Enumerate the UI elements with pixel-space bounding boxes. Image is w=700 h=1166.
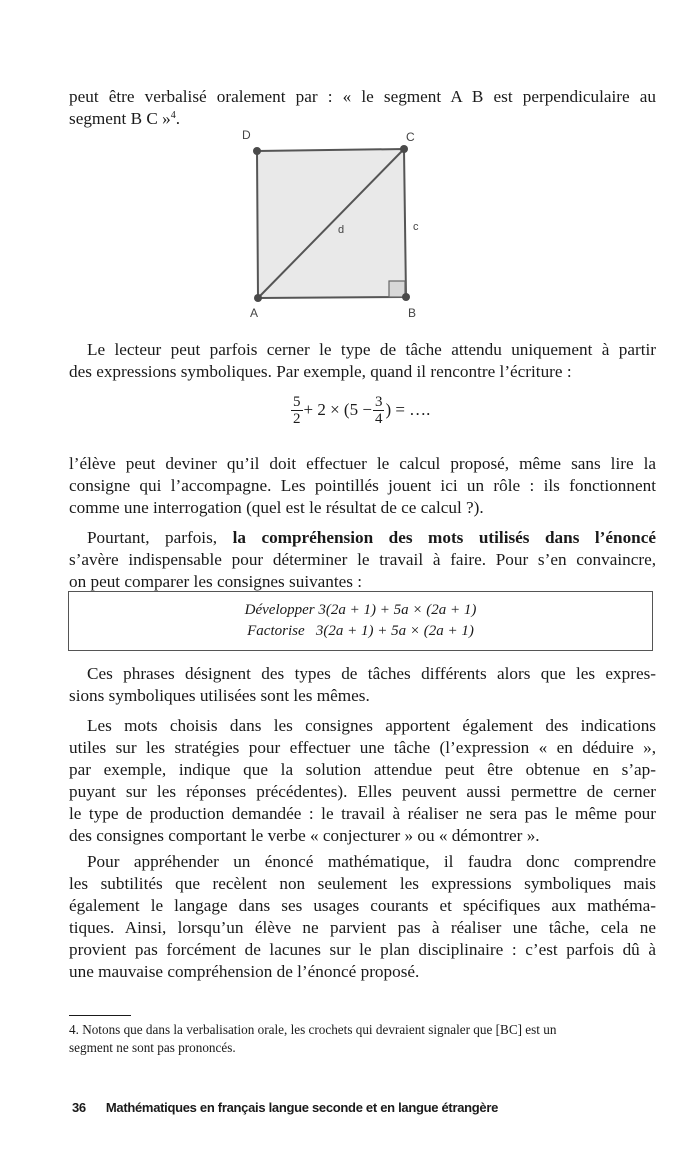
p3-line-3: on peut comparer les consignes suivantes : (69, 572, 363, 591)
diagonal-label: d (338, 224, 345, 236)
p5-line-6: des consignes comportant le verbe « conjecturer » ou « démontrer ». (69, 826, 540, 845)
p6-line-6: une mauvaise compréhension de l’énoncé proposé. (69, 962, 420, 981)
p2-line-2: consigne qui l’accompagne. Les pointillés jouent ici un rôle : ils fonctionnent (69, 476, 656, 495)
square-diagram (230, 120, 430, 320)
p6-line-2: les subtilités que recèlent non seulement les expressions symboliques mais (69, 874, 656, 893)
p6-line-1: Pour appréhender un énoncé mathématique, il faudra donc comprendre (87, 852, 656, 871)
fraction-3-4: $\frac{3}{4}$ (374, 393, 383, 427)
intro-line-2-end: . (175, 109, 180, 128)
vertex-d-label: D (242, 128, 251, 142)
side-label: c (413, 221, 419, 233)
vertex-b-label: B (408, 306, 417, 320)
footnote-line-2: segment ne sont pas prononcés. (69, 1040, 236, 1055)
p3-start: Pourtant, parfois, (87, 528, 233, 547)
page-footer (72, 1100, 498, 1115)
p4-line-2: sions symboliques utilisées sont les mêmes. (69, 686, 370, 705)
intro-line-2-text: segment B C » (69, 109, 171, 128)
p5-line-4: puyant sur les réponses précédentes). Elles peuvent aussi permettre de cerner (69, 782, 656, 801)
p3-line-1 (69, 527, 656, 549)
p5-line-5: le type de production demandée : le travail à réaliser ne sera pas le même pour (69, 804, 656, 823)
footnote-line-1: 4. Notons que dans la verbalisation orale, les crochets qui devraient signaler que [BC] est un (69, 1022, 557, 1037)
p3-bold-emphasis: la compréhension des mots utilisés dans l’énoncé (232, 528, 656, 547)
p2-line-3: comme une interrogation (quel est le résultat de ce calcul ?). (69, 498, 484, 517)
p6-line-5: provient pas forcément de lacunes sur le plan disciplinaire : c’est parfois dû à (69, 940, 656, 959)
intro-line-1: peut être verbalisé oralement par : « le segment A B est perpendiculaire au (69, 87, 656, 106)
instructions-box (68, 591, 653, 651)
instruction-factorise: Factorise 3(2a + 1) + 5a × (2a + 1) (247, 623, 474, 639)
formula (290, 385, 430, 435)
p6-line-4: tiques. Ainsi, lorsqu’un élève ne parvient pas à réaliser une tâche, cela ne (69, 918, 656, 937)
fraction-5-2: $\frac{5}{2}$ (293, 393, 301, 427)
footnote-divider (69, 1015, 131, 1016)
p5-line-1: Les mots choisis dans les consignes apportent également des indications (87, 716, 656, 735)
p5-line-2: utiles sur les stratégies pour effectuer une tâche (l’expression « en déduire », (69, 738, 656, 757)
formula-middle: + 2 × (5 − (303, 400, 372, 419)
book-title: Mathématiques en français langue seconde et en langue étrangère (105, 1100, 499, 1115)
p5-line-3: par exemple, indique que la solution attendue peut être obtenue en s’ap- (69, 760, 656, 779)
p4-line-1: Ces phrases désignent des types de tâches différents alors que les expres- (87, 664, 656, 683)
page-number: 36 (72, 1100, 86, 1115)
p2-line-1: l’élève peut deviner qu’il doit effectuer le calcul proposé, même sans lire la (69, 454, 656, 473)
vertex-c-label: C (406, 130, 415, 144)
vertex-a-label: A (250, 306, 259, 320)
p1-line-1: Le lecteur peut parfois cerner le type de tâche attendu uniquement à partir (87, 340, 656, 359)
instruction-develop: Développer 3(2a + 1) + 5a × (2a + 1) (244, 602, 477, 618)
p1-line-2: des expressions symboliques. Par exemple, quand il rencontre l’écriture : (69, 362, 572, 381)
p6-line-3: également le langage dans ses usages courants et spécifiques aux mathéma- (69, 896, 656, 915)
footnote-ref[interactable]: 4 (170, 110, 176, 121)
p3-line-2: s’avère indispensable pour déterminer le travail à faire. Pour s’en convaincre, (69, 550, 656, 569)
formula-end: ) = …. (385, 400, 431, 419)
